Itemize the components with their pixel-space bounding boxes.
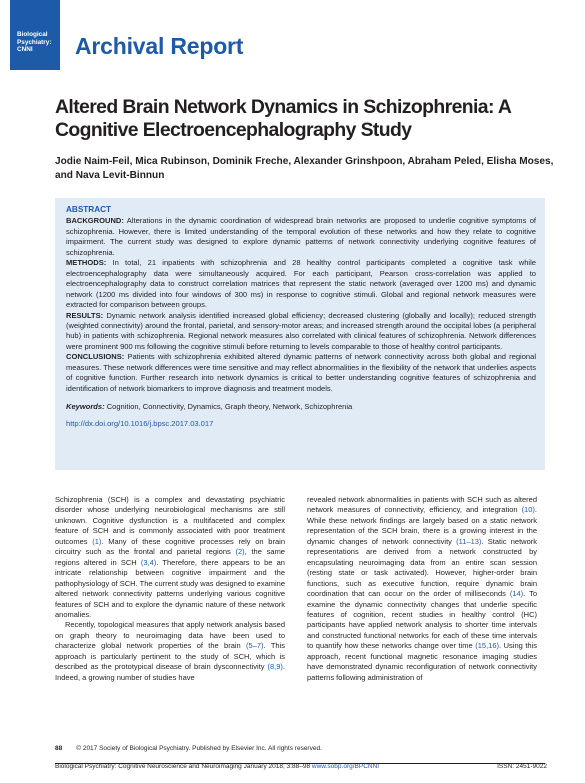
journal-logo-line: Biological: [17, 31, 48, 38]
section-label: Archival Report: [75, 33, 244, 59]
citation-link[interactable]: (2): [235, 547, 245, 557]
abstract: [66, 205, 536, 429]
citation-text: Biological Psychiatry: Cognitive Neuroscience and Neuroimaging January 2018; 3:88–98: [55, 762, 311, 770]
body-paragraph: [55, 620, 285, 683]
background-text: Alterations in the dynamic coordination of widespread brain networks are proposed to underlie cognitive symptoms of schizophrenia. However, there is limited understanding of the temporal evolution of these networks and how they relate to cognitive impairment. The current study was designed to explore dynamic patterns of network connectivity underlying cognitive features of schizophrenia.: [66, 216, 536, 257]
keywords-text: Cognition, Connectivity, Dynamics, Graph theory, Network, Schizophrenia: [106, 402, 353, 412]
journal-logo-line: CNNI: [17, 46, 33, 54]
citation-link[interactable]: (1): [92, 536, 102, 546]
methods-label: METHODS:: [66, 258, 107, 268]
methods-text: In total, 21 inpatients with schizophrenia and 28 healthy control participants completed a cognitive task while electroencephalography data were simultaneously acquired. For each participant, Pearson cross-correlation was applied to electroencephalography data to construct correlation matrices that represent the static network (averaged over 1200 ms) and dynamic network (1200 ms divided into four windows of 300 ms) in response to cognitive stimuli. Global and regional network measures were extracted for comparison between groups.: [66, 258, 536, 310]
conclusions-label: CONCLUSIONS:: [66, 352, 125, 362]
citation-link[interactable]: (14): [509, 589, 524, 599]
journal-logo-line: Psychiatry:: [17, 38, 52, 46]
footer-line-copyright: [55, 744, 547, 754]
article-title: Altered Brain Network Dynamics in Schizophrenia: A Cognitive Electroencephalography Study: [55, 96, 511, 141]
body-paragraph: [55, 495, 285, 620]
journal-logo: [10, 0, 60, 70]
copyright-notice: © 2017 Society of Biological Psychiatry. Published by Elsevier Inc. All rights reserved.: [76, 745, 322, 752]
citation-link[interactable]: (10): [521, 505, 535, 515]
page-number: 88: [55, 745, 63, 752]
body-text: . Therefore, there appears to be an intricate relationship between cognitive impairment and the pathophysiology of SCH. The current study was designed to examine altered network connectivity patterns underlying various cognitive features of SCH and to explore the dynamic nature of these network anomalies.: [55, 557, 285, 619]
citation-link[interactable]: (3,4): [140, 557, 157, 567]
citation-link[interactable]: (15,16): [475, 641, 499, 651]
footer-divider: [55, 763, 545, 764]
journal-site-link[interactable]: www.sobp.org/BPCNNI: [311, 762, 380, 770]
keywords: [66, 402, 536, 412]
body-column-left: [55, 495, 285, 683]
citation-link[interactable]: (11–13): [456, 536, 482, 546]
conclusions-text: Patients with schizophrenia exhibited altered dynamic patterns of network connectivity across both global and regional measures. These network differences were time sensitive and may reflect abnormalities in the flexibility of the network that underlies aspects of cognitive function. Further research into network dynamics is critical to better understanding cognitive features of schizophrenia and identification of network biomarkers to improve diagnosis and treatment models.: [66, 352, 536, 393]
page-footer: [55, 744, 547, 771]
body-text: . While these network findings are largely based on a static network representation of the SCH brain, there is a growing interest in the dynamic changes of network connectivity: [307, 505, 537, 546]
body-text: , the same regions altered in SCH: [55, 547, 285, 567]
body-column-right: [307, 495, 537, 683]
doi-link[interactable]: http://dx.doi.org/10.1016/j.bpsc.2017.03.017: [66, 418, 214, 428]
body-text: . Using this approach, recent functional magnetic resonance imaging studies have demonstrated dynamic reconfiguration of network connectivity patterns following administration of: [307, 641, 537, 682]
results-text: Dynamic network analysis identified increased global efficiency; decreased clustering (globally and locally); reduced strength (weighted connectivity) around the frontal, parietal, and sensory-motor areas; and increased strength around the occipital lobes (a peripheral hub) in patients with schizophrenia. Regional network measures also correlated with clinical features of schizophrenia. Network differences were prominent 900 ms following the cognitive stimuli before returning to levels comparable to those of healthy control participants.: [66, 310, 536, 351]
keywords-label: Keywords:: [66, 402, 105, 412]
body-text: . To examine the dynamic connectivity changes that underlie specific features of cognition, recent studies in healthy control (HC) participants have applied network analysis to shorter time intervals and constructed functional networks for each of these time intervals to quantify how these networks change over time: [307, 589, 538, 651]
body-text: . Indeed, a growing number of studies have: [55, 662, 285, 682]
results-label: RESULTS:: [66, 310, 104, 320]
abstract-heading: ABSTRACT: [66, 205, 112, 214]
body-text: revealed network abnormalities in patients with SCH such as altered network measures of connectivity, efficiency, and integration: [307, 495, 537, 515]
issn: ISSN: 2451-9022: [497, 762, 547, 770]
citation-link[interactable]: (8,9): [267, 662, 283, 672]
background-label: BACKGROUND:: [66, 216, 124, 226]
citation-link[interactable]: (5–7): [246, 641, 264, 651]
body-paragraph: [307, 495, 537, 683]
body-text: . This approach is particularly pertinent to the study of SCH, which is described as the prototypical disease of brain dysconnectivity: [55, 641, 285, 672]
abstract-conclusions: [66, 352, 536, 394]
body-text: Schizophrenia (SCH) is a complex and devastating psychiatric disorder whose underlying neurobiological mechanisms are still unknown. Cognitive dysfunction is a multifaceted and complex feature of SCH and is commonly associated with poor treatment outcomes: [55, 495, 285, 546]
body-text: . Static network representations are derived from a network constructed by encapsulating neuroimaging data from an entire scan session (resting state or task activated). However, higher-order brain functions, such as executive function, require dynamic brain coordination that can occur on the order of milliseconds: [307, 536, 537, 599]
author-list: Jodie Naim-Feil, Mica Rubinson, Dominik Freche, Alexander Grinshpoon, Abraham Peled, Elisha Moses, and Nava Levit-Binnun: [55, 156, 554, 181]
body-text: Recently, topological measures that apply network analysis based on graph theory to neuroimaging data have been used to characterize global network properties of the brain: [55, 620, 285, 651]
abstract-methods: [66, 258, 536, 310]
abstract-results: [66, 311, 536, 353]
abstract-background: [66, 216, 536, 258]
body-text: . Many of these cognitive processes rely on brain circuitry such as the frontal and parietal regions: [55, 536, 285, 557]
